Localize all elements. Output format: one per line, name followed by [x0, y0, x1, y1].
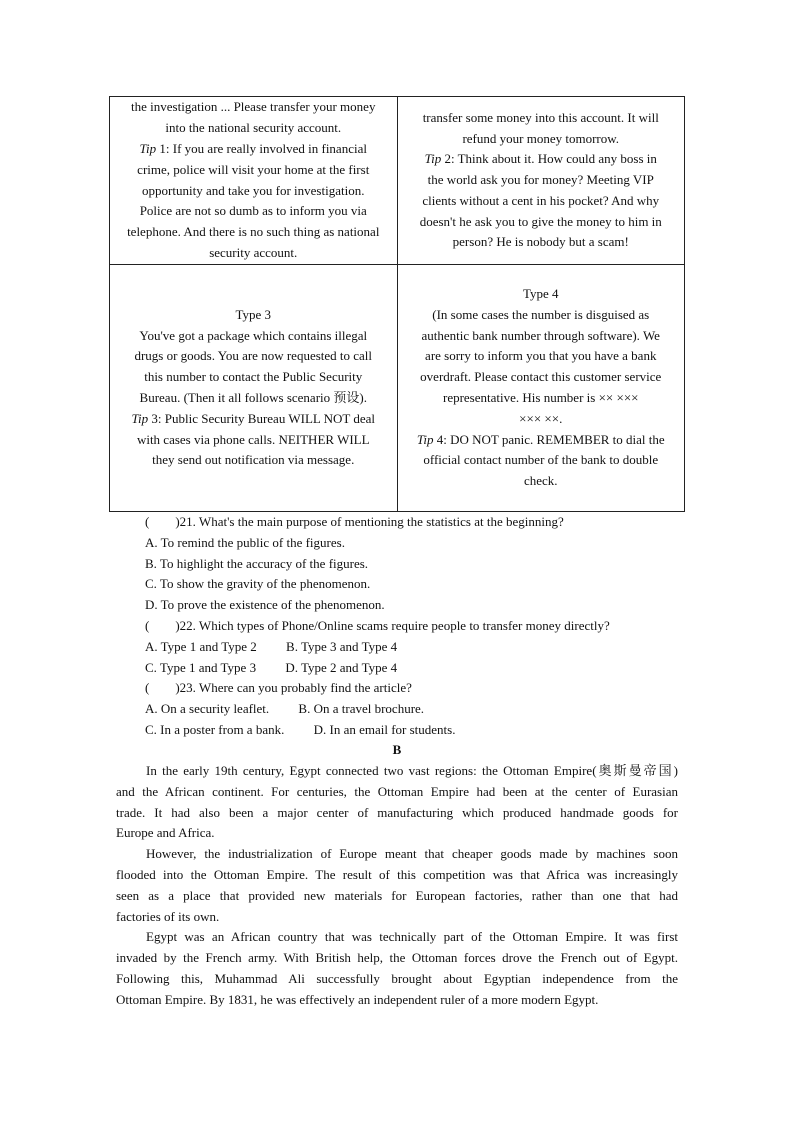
cell-type4 — [397, 265, 685, 512]
cell-line — [116, 409, 391, 430]
scam-types-table — [109, 96, 685, 512]
cell-line: they send out notification via message. — [152, 452, 355, 468]
paragraph-line: However, the industrialization of Europe meant that cheaper goods made by machines soon — [146, 846, 678, 862]
cell-line: with cases via phone calls. NEITHER WILL — [136, 431, 370, 447]
cell-line: into the national security account. — [165, 120, 342, 136]
cell-line: representative. His number is ×× ××× — [442, 390, 639, 405]
answer-option: A. On a security leaflet. B. On a travel brochure. — [145, 701, 425, 717]
paragraph-line: seen as a place that provided new materials for European factories, rather than one that had — [116, 887, 678, 903]
paragraph — [116, 927, 678, 1010]
question-stem: ( )21. What's the main purpose of mentioning the statistics at the beginning? — [145, 514, 564, 529]
cell-type2-continued — [397, 97, 685, 265]
cell-line: ××× ××. — [519, 410, 563, 426]
cell-line: Type 4 — [522, 286, 559, 302]
cell-line: check. — [523, 473, 558, 489]
answer-option: C. Type 1 and Type 3 D. Type 2 and Type 4 — [145, 659, 398, 675]
tip-label: Tip — [139, 140, 157, 156]
answer-option: D. To prove the existence of the phenomenon. — [145, 597, 385, 613]
paragraph — [116, 761, 678, 844]
tip-text: 2: Think about it. How could any boss in — [441, 151, 657, 167]
cell-line: are sorry to inform you that you have a bank — [425, 348, 657, 364]
cell-line: person? He is nobody but a scam! — [452, 234, 629, 250]
section-label: B — [392, 742, 402, 757]
paragraph-line: Egypt was an African country that was technically part of the Ottoman Empire. It was first — [146, 929, 678, 945]
paragraph-line: and the African continent. For centuries, the Ottoman Empire had been at the center of Eurasian — [116, 783, 678, 799]
paragraph — [116, 844, 678, 927]
paragraph-line: Following this, Muhammad Ali successfully brought about Egyptian independence from the — [116, 970, 678, 986]
answer-option: B. To highlight the accuracy of the figures. — [145, 555, 369, 571]
paragraph-line: Europe and Africa. — [116, 825, 215, 841]
paragraph-line: flooded into the Ottoman Empire. The result of this competition was that Africa was increasingly — [116, 866, 678, 882]
answer-option: A. Type 1 and Type 2 B. Type 3 and Type 4 — [145, 638, 398, 654]
tip-text: 4: DO NOT panic. REMEMBER to dial the — [433, 431, 665, 447]
cell-line: overdraft. Please contact this customer service — [420, 369, 662, 385]
cell-line: the world ask you for money? Meeting VIP — [427, 172, 654, 188]
cell-line: the investigation ... Please transfer your money — [131, 99, 376, 115]
cell-line: security account. — [209, 244, 298, 260]
paragraph-line: factories of its own. — [116, 908, 220, 924]
paragraph-line: Ottoman Empire. By 1831, he was effectively an independent ruler of a more modern Egypt. — [116, 991, 599, 1007]
cell-line: authentic bank number through software). We — [421, 327, 660, 343]
answer-option: C. In a poster from a bank. D. In an email for students. — [145, 721, 456, 737]
paragraph-line: In the early 19th century, Egypt connected two vast regions: the Ottoman Empire(奥斯曼帝国) — [146, 763, 678, 778]
cell-line: refund your money tomorrow. — [462, 130, 620, 146]
cell-line: doesn't he ask you to give the money to him in — [419, 213, 662, 229]
cell-line: telephone. And there is no such thing as national — [127, 224, 380, 240]
answer-option: C. To show the gravity of the phenomenon. — [145, 576, 371, 592]
passage — [116, 761, 678, 1011]
cell-line — [404, 149, 679, 170]
cell-line: opportunity and take you for investigation. — [142, 182, 365, 198]
cell-line: clients without a cent in his pocket? And why — [422, 192, 660, 208]
tip-label: Tip — [416, 431, 434, 447]
cell-line — [404, 430, 679, 451]
cell-line: Police are not so dumb as to inform you via — [139, 203, 367, 219]
cell-line: You've got a package which contains illegal — [139, 327, 368, 343]
cell-line: transfer some money into this account. It will — [422, 109, 659, 125]
tip-label: Tip — [424, 151, 442, 167]
cell-type3 — [110, 265, 398, 512]
question-stem: ( )23. Where can you probably find the article? — [145, 680, 412, 696]
cell-line: this number to contact the Public Security — [144, 369, 363, 385]
questions — [145, 512, 610, 741]
cell-type1-continued — [110, 97, 398, 265]
cell-line: official contact number of the bank to double — [423, 452, 659, 468]
tip-label: Tip — [131, 410, 149, 426]
paragraph-line: trade. It had also been a major center of manufacturing which produced handmade goods for — [116, 804, 678, 820]
tip-text: 1: If you are really involved in financial — [156, 140, 367, 156]
cell-line: Type 3 — [235, 306, 272, 322]
tip-text: 3: Public Security Bureau WILL NOT deal — [148, 410, 375, 426]
cell-line — [116, 139, 391, 160]
cell-line: Bureau. (Then it all follows scenario 预设). — [139, 390, 367, 405]
cell-line: crime, police will visit your home at the first — [137, 161, 370, 177]
cell-line: drugs or goods. You are now requested to call — [134, 348, 373, 364]
question-stem: ( )22. Which types of Phone/Online scams require people to transfer money directly? — [145, 617, 610, 633]
answer-option: A. To remind the public of the figures. — [145, 534, 345, 550]
paragraph-line: invaded by the French army. With British help, the Ottoman forces drove the French out of Egypt. — [116, 950, 678, 966]
cell-line: (In some cases the number is disguised as — [432, 306, 650, 322]
